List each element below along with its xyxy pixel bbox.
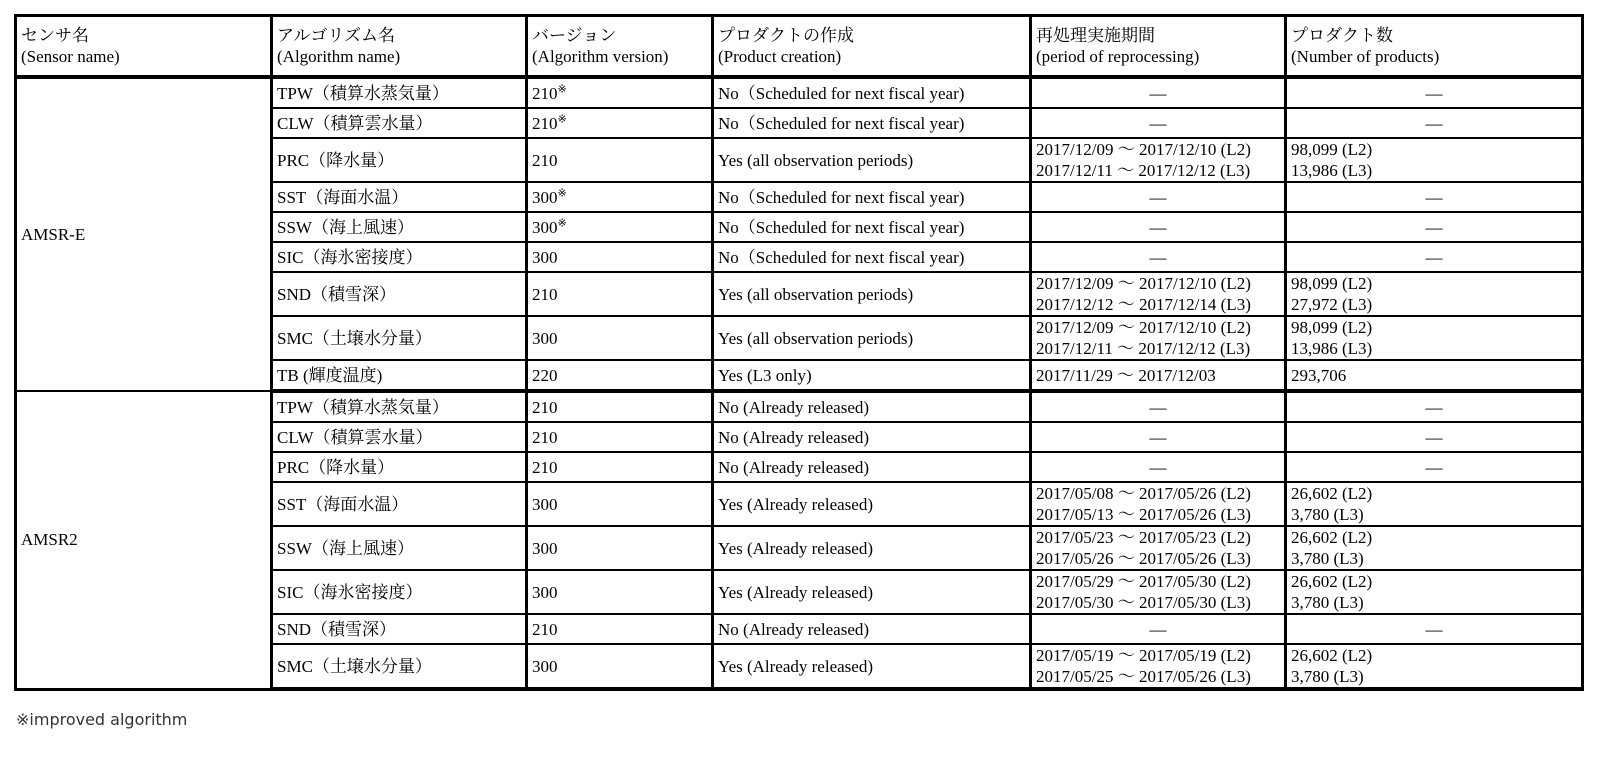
algorithm-cell: PRC（降水量） <box>272 138 527 182</box>
count-cell <box>1286 108 1583 138</box>
count-cell-line: 3,780 (L3) <box>1291 505 1364 524</box>
count-cell-line: — <box>1425 247 1443 267</box>
period-cell <box>1031 272 1286 316</box>
count-cell-line: 3,780 (L3) <box>1291 667 1364 686</box>
count-cell-line: 27,972 (L3) <box>1291 295 1373 314</box>
period-cell <box>1031 108 1286 138</box>
period-cell-line: 2017/05/23 ～ 2017/05/23 (L2) <box>1036 528 1251 547</box>
version-cell <box>527 614 713 644</box>
improved-mark: ※ <box>557 186 567 199</box>
period-cell-line: — <box>1149 457 1167 477</box>
count-cell <box>1286 482 1583 526</box>
count-cell-line: 13,986 (L3) <box>1291 339 1373 358</box>
period-cell <box>1031 614 1286 644</box>
header-algorithm <box>272 16 527 78</box>
creation-cell: No (Already released) <box>713 452 1031 482</box>
algorithm-cell: SMC（土壌水分量） <box>272 316 527 360</box>
count-cell-line: — <box>1425 619 1443 639</box>
header-version-ja: バージョン <box>532 26 617 45</box>
version-value: 220 <box>532 365 558 385</box>
version-value: 210 <box>532 397 558 417</box>
version-value: 210 <box>532 113 558 133</box>
period-cell-line: — <box>1149 247 1167 267</box>
period-cell-line: 2017/12/09 ～ 2017/12/10 (L2) <box>1036 140 1251 159</box>
table-row <box>16 391 1583 422</box>
period-cell <box>1031 644 1286 689</box>
period-cell-line: — <box>1149 113 1167 133</box>
count-cell <box>1286 77 1583 108</box>
version-cell <box>527 212 713 242</box>
header-version-en: (Algorithm version) <box>532 47 669 66</box>
count-cell <box>1286 242 1583 272</box>
count-cell <box>1286 316 1583 360</box>
version-value: 300 <box>532 538 558 558</box>
count-cell-line: — <box>1425 187 1443 207</box>
count-cell <box>1286 138 1583 182</box>
count-cell <box>1286 391 1583 422</box>
period-cell-line: — <box>1149 187 1167 207</box>
count-cell <box>1286 272 1583 316</box>
version-cell <box>527 422 713 452</box>
count-cell-line: — <box>1425 217 1443 237</box>
algorithm-cell: CLW（積算雲水量） <box>272 108 527 138</box>
count-cell <box>1286 422 1583 452</box>
count-cell-line: 26,602 (L2) <box>1291 484 1373 503</box>
algorithm-cell: SIC（海氷密接度） <box>272 570 527 614</box>
count-cell-line: 98,099 (L2) <box>1291 140 1373 159</box>
period-cell-line: 2017/05/30 ～ 2017/05/30 (L3) <box>1036 593 1251 612</box>
creation-cell: No (Already released) <box>713 422 1031 452</box>
period-cell-line: 2017/05/29 ～ 2017/05/30 (L2) <box>1036 572 1251 591</box>
period-cell-line: 2017/12/11 ～ 2017/12/12 (L3) <box>1036 161 1251 180</box>
creation-cell: No（Scheduled for next fiscal year) <box>713 77 1031 108</box>
creation-cell: Yes (Already released) <box>713 526 1031 570</box>
algorithm-cell: SST（海面水温） <box>272 182 527 212</box>
creation-cell: Yes (all observation periods) <box>713 272 1031 316</box>
algorithm-cell: SST（海面水温） <box>272 482 527 526</box>
header-creation-en: (Product creation) <box>718 47 842 66</box>
creation-cell: No（Scheduled for next fiscal year) <box>713 242 1031 272</box>
header-period <box>1031 16 1286 78</box>
creation-cell: Yes (L3 only) <box>713 360 1031 391</box>
header-creation-ja: プロダクトの作成 <box>718 26 854 45</box>
creation-cell: Yes (Already released) <box>713 644 1031 689</box>
version-value: 210 <box>532 83 558 103</box>
period-cell-line: 2017/05/19 ～ 2017/05/19 (L2) <box>1036 646 1251 665</box>
count-cell-line: 98,099 (L2) <box>1291 318 1373 337</box>
version-cell <box>527 316 713 360</box>
creation-cell: Yes (all observation periods) <box>713 316 1031 360</box>
version-value: 300 <box>532 582 558 602</box>
improved-mark: ※ <box>557 216 567 229</box>
version-value: 210 <box>532 619 558 639</box>
count-cell-line: — <box>1425 113 1443 133</box>
algorithm-cell: TPW（積算水蒸気量） <box>272 391 527 422</box>
count-cell-line: 3,780 (L3) <box>1291 549 1364 568</box>
version-value: 210 <box>532 427 558 447</box>
reprocessing-table <box>14 14 1584 691</box>
version-cell <box>527 644 713 689</box>
sensor-cell: AMSR2 <box>16 391 272 689</box>
header-count-ja: プロダクト数 <box>1291 26 1393 45</box>
footnote: ※improved algorithm <box>16 710 188 729</box>
version-value: 300 <box>532 217 558 237</box>
creation-cell: No（Scheduled for next fiscal year) <box>713 212 1031 242</box>
period-cell <box>1031 242 1286 272</box>
count-cell-line: 26,602 (L2) <box>1291 646 1373 665</box>
algorithm-cell: SND（積雪深） <box>272 614 527 644</box>
version-value: 210 <box>532 457 558 477</box>
count-cell-line: — <box>1425 83 1443 103</box>
period-cell <box>1031 77 1286 108</box>
version-cell <box>527 482 713 526</box>
version-value: 300 <box>532 656 558 676</box>
header-algorithm-en: (Algorithm name) <box>277 47 401 66</box>
period-cell-line: — <box>1149 619 1167 639</box>
period-cell <box>1031 570 1286 614</box>
period-cell <box>1031 360 1286 391</box>
creation-cell: No（Scheduled for next fiscal year) <box>713 182 1031 212</box>
period-cell <box>1031 138 1286 182</box>
version-cell <box>527 138 713 182</box>
period-cell <box>1031 482 1286 526</box>
header-creation <box>713 16 1031 78</box>
count-cell-line: — <box>1425 457 1443 477</box>
algorithm-cell: TB (輝度温度) <box>272 360 527 391</box>
period-cell-line: 2017/05/08 ～ 2017/05/26 (L2) <box>1036 484 1251 503</box>
period-cell <box>1031 422 1286 452</box>
period-cell-line: 2017/05/25 ～ 2017/05/26 (L3) <box>1036 667 1251 686</box>
period-cell-line: 2017/12/09 ～ 2017/12/10 (L2) <box>1036 274 1251 293</box>
creation-cell: Yes (Already released) <box>713 482 1031 526</box>
period-cell <box>1031 182 1286 212</box>
improved-mark: ※ <box>557 82 567 95</box>
count-cell-line: 26,602 (L2) <box>1291 528 1373 547</box>
count-cell <box>1286 570 1583 614</box>
count-cell <box>1286 644 1583 689</box>
header-count <box>1286 16 1583 78</box>
creation-cell: No (Already released) <box>713 614 1031 644</box>
count-cell <box>1286 614 1583 644</box>
algorithm-cell: SSW（海上風速） <box>272 526 527 570</box>
version-cell <box>527 242 713 272</box>
period-cell-line: — <box>1149 83 1167 103</box>
header-count-en: (Number of products) <box>1291 47 1440 66</box>
algorithm-cell: SND（積雪深） <box>272 272 527 316</box>
header-sensor-en: (Sensor name) <box>21 47 120 66</box>
table-row <box>16 77 1583 108</box>
period-cell-line: 2017/11/29 ～ 2017/12/03 <box>1036 365 1216 385</box>
creation-cell: No (Already released) <box>713 391 1031 422</box>
header-algorithm-ja: アルゴリズム名 <box>277 26 395 45</box>
period-cell <box>1031 526 1286 570</box>
header-period-ja: 再処理実施期間 <box>1036 26 1155 45</box>
count-cell <box>1286 212 1583 242</box>
improved-mark: ※ <box>557 112 567 125</box>
period-cell-line: — <box>1149 217 1167 237</box>
period-cell <box>1031 212 1286 242</box>
creation-cell: Yes (all observation periods) <box>713 138 1031 182</box>
period-cell <box>1031 452 1286 482</box>
creation-cell: Yes (Already released) <box>713 570 1031 614</box>
period-cell <box>1031 316 1286 360</box>
header-row <box>16 16 1583 78</box>
version-value: 300 <box>532 187 558 207</box>
header-period-en: (period of reprocessing) <box>1036 47 1200 66</box>
count-cell-line: — <box>1425 427 1443 447</box>
period-cell-line: — <box>1149 427 1167 447</box>
count-cell-line: — <box>1425 397 1443 417</box>
version-cell <box>527 77 713 108</box>
count-cell-line: 98,099 (L2) <box>1291 274 1373 293</box>
count-cell-line: 13,986 (L3) <box>1291 161 1373 180</box>
version-cell <box>527 108 713 138</box>
algorithm-cell: SSW（海上風速） <box>272 212 527 242</box>
count-cell <box>1286 360 1583 391</box>
creation-cell: No（Scheduled for next fiscal year) <box>713 108 1031 138</box>
version-value: 300 <box>532 494 558 514</box>
count-cell-line: 26,602 (L2) <box>1291 572 1373 591</box>
version-cell <box>527 182 713 212</box>
version-cell <box>527 360 713 391</box>
header-sensor <box>16 16 272 78</box>
version-cell <box>527 272 713 316</box>
version-value: 300 <box>532 247 558 267</box>
sensor-cell: AMSR-E <box>16 77 272 391</box>
header-sensor-ja: センサ名 <box>21 26 89 45</box>
version-cell <box>527 452 713 482</box>
algorithm-cell: CLW（積算雲水量） <box>272 422 527 452</box>
period-cell-line: — <box>1149 397 1167 417</box>
period-cell-line: 2017/12/09 ～ 2017/12/10 (L2) <box>1036 318 1251 337</box>
version-cell <box>527 570 713 614</box>
algorithm-cell: TPW（積算水蒸気量） <box>272 77 527 108</box>
period-cell-line: 2017/05/13 ～ 2017/05/26 (L3) <box>1036 505 1251 524</box>
period-cell-line: 2017/05/26 ～ 2017/05/26 (L3) <box>1036 549 1251 568</box>
count-cell <box>1286 452 1583 482</box>
count-cell-line: 3,780 (L3) <box>1291 593 1364 612</box>
period-cell <box>1031 391 1286 422</box>
header-version <box>527 16 713 78</box>
algorithm-cell: SMC（土壌水分量） <box>272 644 527 689</box>
version-value: 210 <box>532 284 558 304</box>
count-cell <box>1286 526 1583 570</box>
count-cell-line: 293,706 <box>1291 365 1347 385</box>
count-cell <box>1286 182 1583 212</box>
algorithm-cell: PRC（降水量） <box>272 452 527 482</box>
algorithm-cell: SIC（海氷密接度） <box>272 242 527 272</box>
version-value: 210 <box>532 150 558 170</box>
version-value: 300 <box>532 328 558 348</box>
version-cell <box>527 526 713 570</box>
period-cell-line: 2017/12/12 ～ 2017/12/14 (L3) <box>1036 295 1251 314</box>
table-container <box>14 14 1581 691</box>
period-cell-line: 2017/12/11 ～ 2017/12/12 (L3) <box>1036 339 1251 358</box>
version-cell <box>527 391 713 422</box>
